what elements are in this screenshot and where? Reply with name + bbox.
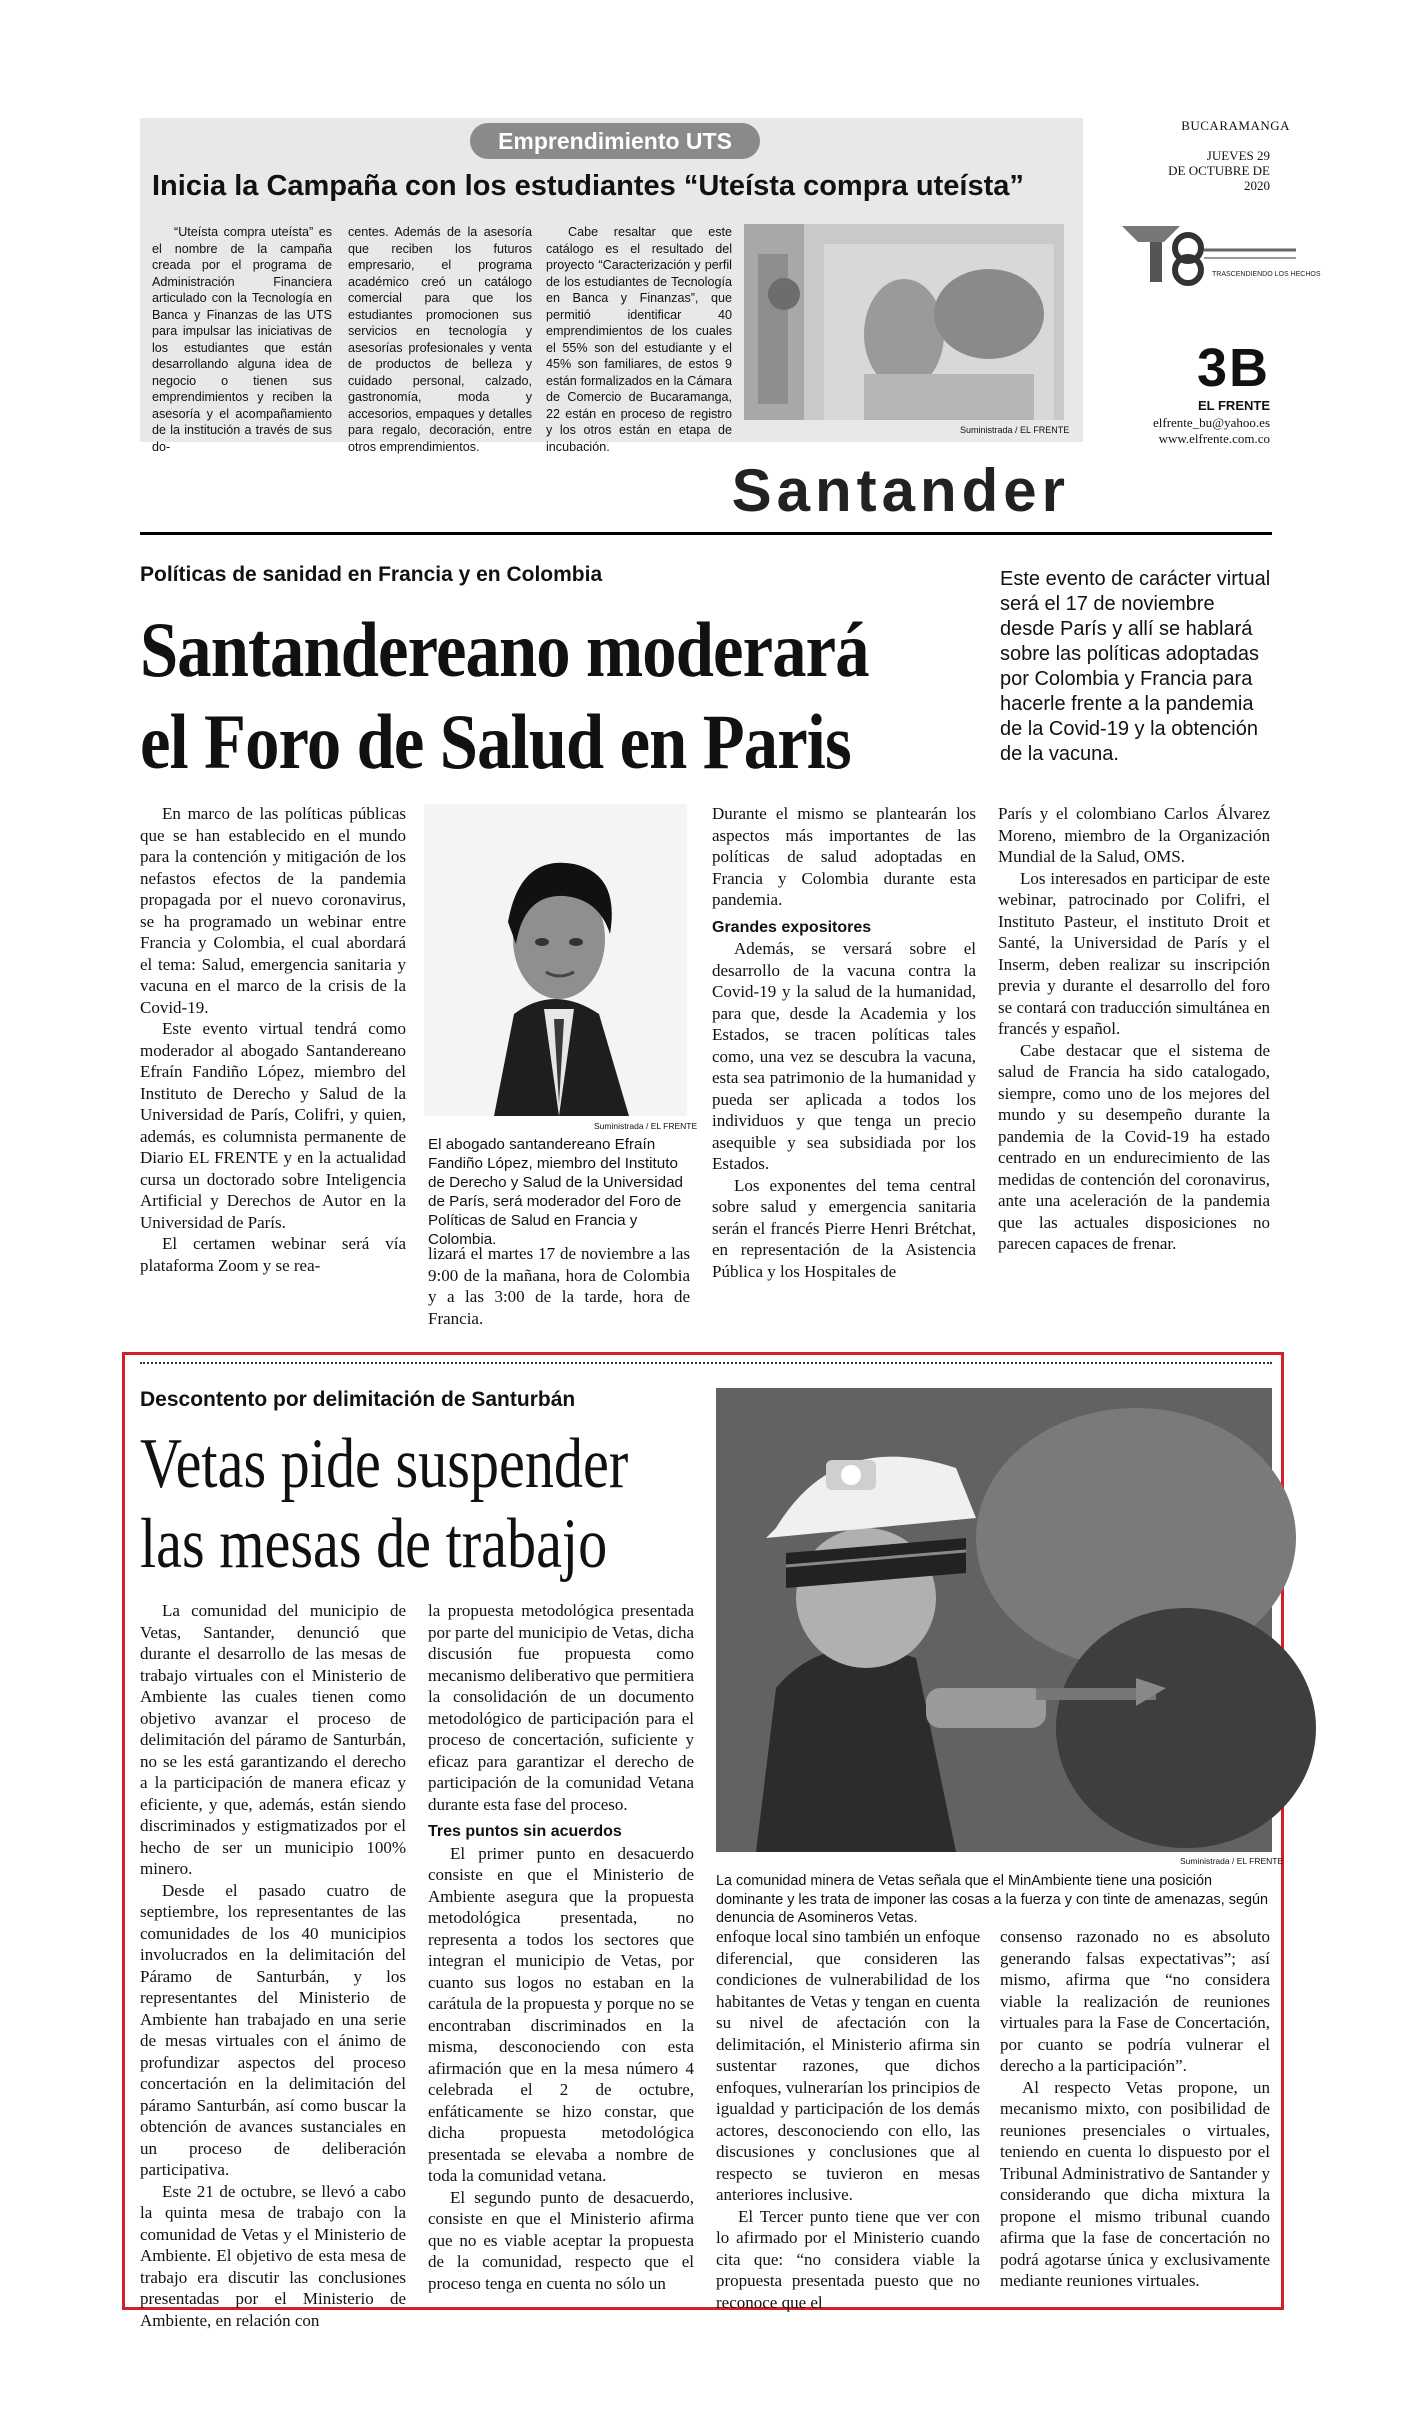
- uts-section-tag: Emprendimiento UTS: [470, 123, 760, 159]
- foro-headline: Santandereano moderará el Foro de Salud en Paris: [140, 606, 869, 785]
- contact-email[interactable]: elfrente_bu@yahoo.es: [1152, 415, 1270, 430]
- vetas-headline: Vetas pide suspender las mesas de trabajo: [140, 1425, 629, 1583]
- foro-deck: Este evento de carácter virtual será el 17 de noviembre desde París y allí se hablará sobre las políticas adoptadas por Colombia y Francia para hacerle frente a la pandemia de la Covid-19 y la obtención de la vacuna.: [1000, 568, 1271, 765]
- uts-column-1: “Uteísta compra uteísta” es el nombre de la campaña creada por el programa de Administración Financiera articulado con la Tecnología en Banca y Finanzas de las UTS para impulsar las iniciativas de los estudiantes que están desarrollando alguna idea de negocio o tienen sus emprendimientos y reciben la asesoría y el acompañamiento de la institución a través de sus do-: [152, 225, 332, 454]
- vetas-dotted-rule: [140, 1362, 1272, 1364]
- uts-exhibit-photo: [744, 224, 1064, 420]
- foro-column-2-continuation: lizará el martes 17 de noviembre a las 9:00 de la mañana, hora de Colombia y a las 3:00 de la tarde, hora de Francia.: [428, 1244, 690, 1328]
- contact-info: [1090, 415, 1270, 447]
- vetas-column-1: La comunidad del municipio de Vetas, Santander, denunció que durante el desarrollo de las mesas de trabajo virtuales con el Ministerio de Ambiente las cuales tienen como objetivo avanzar el proceso de delimitación del páramo de Santurbán, no se les está garantizando el derecho a la participación de manera eficaz y eficiente, y que, además, están siendo discriminados y estigmatizados por el hecho de ser un municipio 100% minero. Desde el pasado cuatro de septiembre, los representantes de las comunidades de los 40 municipios involucrados en la delimitación del Páramo de Santurbán, y los representantes del Ministerio de Ambiente han trabajado en una serie de mesas virtuales con el ánimo de profundizar aspectos del proceso concertación en la delimitación del páramo Santurbán, así como buscar la obtención de avances sustanciales en un proceso de deliberación participativa. Este 21 de octubre, se llevó a cabo la quinta mesa de trabajo con la comunidad de Vetas y el Ministerio de Ambiente. El objetivo de esta mesa de trabajo era discutir las conclusiones presentadas por el Ministerio de Ambiente, en relación con: [140, 1601, 406, 2330]
- anniversary-logo: [1120, 224, 1321, 288]
- foro-column-4: París y el colombiano Carlos Álvarez Moreno, miembro de la Organización Mundial de la Salud, OMS. Los interesados en participar de este webinar, patrocinado por Colifri, el Instituto Pasteur, el instituto Droit et Santé, la Universidad de París y el Inserm, deben realizar su inscripción previa y durante el desarrollo del foro se contará con traducción simultánea en francés y español. Cabe destacar que el sistema de salud de Francia ha sido catalogado, siempre, como uno de los mejores del mundo y su desempeño durante la pandemia de la Covid-19 ha estado centrado en un endurecimiento de las medidas de contención del coronavirus, ante una aceleración de la pandemia que las actuales disposiciones no parecen capaces de frenar.: [998, 804, 1270, 1253]
- contact-website[interactable]: www.elfrente.com.co: [1158, 431, 1270, 446]
- section-rule: [140, 532, 1272, 535]
- foro-kicker: Políticas de sanidad en Francia y en Colombia: [140, 563, 603, 586]
- foro-portrait-photo: [424, 804, 687, 1116]
- vetas-column-3: enfoque local sino también un enfoque diferencial, que consideren las condiciones de vulnerabilidad de los habitantes de Vetas y tengan en cuenta su nivel de afectación con la delimitación, el Ministerio afirma sin sustentar razones, que dichos enfoques, vulnerarían los principios de igualdad y participación de los demás actores, desconociendo con ello, las discusiones y conclusiones que al respecto se tuvieron en mesas anteriores inclusive. El Tercer punto tiene que ver con lo afirmado por el Ministerio cuando cita que: “no considera viable la propuesta presentada puesto que no reconoce que el: [716, 1927, 980, 2312]
- vetas-column-2: la propuesta metodológica presentada por parte del municipio de Vetas, dicha discusión fue propuesta como mecanismo deliberativo que permitiera la consolidación de un documento metodológico de participación para el proceso de concertación, suficiente y eficaz para garantizar el derecho de participación de la comunidad Vetana durante esta fase del proceso. Tres puntos sin acuerdos El primer punto en desacuerdo consiste en que el Ministerio de Ambiente asegura que la propuesta metodológica presentada, no representa a todos los sectores que integran el municipio de Vetas, por cuanto sus logos no estaban en la carátula de la propuesta y porque no se encontraban discriminados en la misma, desconociendo con esta afirmación que en la mesa número 4 celebrada el 2 de octubre, enfáticamente se hizo constar, que dicha propuesta metodológica presentada se elevaba a nombre de toda la comunidad vetana. El segundo punto de desacuerdo, consiste en que el Ministerio afirma que no es viable aceptar la propuesta de la comunidad, respecto que el proceso tenga en cuenta no sólo un: [428, 1601, 694, 2293]
- vetas-kicker: Descontento por delimitación de Santurbán: [140, 1388, 576, 1411]
- svg-text:TRASCENDIENDO LOS HECHOS: TRASCENDIENDO LOS HECHOS: [1212, 271, 1321, 278]
- edition-city: BUCARAMANGA: [1181, 118, 1290, 133]
- uts-photo-credit: Suministrada / EL FRENTE: [960, 425, 1070, 435]
- foro-photo-caption: El abogado santandereano Efraín Fandiño López, miembro del Instituto de Derecho y Salud de la Universidad de París, será moderador del Foro de Políticas de Salud en Francia y Colombia.: [428, 1136, 683, 1248]
- vetas-subhead: Tres puntos sin acuerdos: [428, 1823, 622, 1840]
- vetas-column-4: consenso razonado no es absoluto generando falsas expectativas”; así mismo, afirma que “no considera viable la realización de reuniones virtuales para la Fase de Concertación, por cuanto se podría vulnerar el derecho a la participación”. Al respecto Vetas propone, un mecanismo mixto, con posibilidad de reuniones presenciales o virtuales, teniendo en cuenta lo dispuesto por el Tribunal Administrativo de Santander y considerando que dicha mixtura la propone el mismo tribunal cuando afirma que la fase de concertación no podrá agotarse única y exclusivamente mediante reuniones virtuales.: [1000, 1927, 1270, 2290]
- vetas-photo-credit: Suministrada / EL FRENTE: [1180, 1856, 1284, 1866]
- foro-column-3: Durante el mismo se plantearán los aspectos más importantes de las políticas de salud adoptadas en Francia y Colombia durante esta pandemia. Grandes expositores Además, se versará sobre el desarrollo de la vacuna contra la Covid-19 y la salud de la humanidad, para que, desde la Academia y los Estados, se tracen políticas tales como, una vez se descubra la vacuna, esta sea patrimonio de la humanidad y pueda ser aplicada a todos los individuos y que tenga un precio asequible y sea subsidiada por los Estados. Los exponentes del tema central sobre salud y emergencia sanitaria serán el francés Pierre Henri Brétchat, en representación de la Asistencia Pública y los Hospitales de: [712, 804, 976, 1281]
- vetas-miner-photo: [716, 1388, 1272, 1852]
- foro-subhead: Grandes expositores: [712, 918, 872, 936]
- foro-photo-credit: Suministrada / EL FRENTE: [594, 1121, 698, 1131]
- foro-column-1: En marco de las políticas públicas que se han establecido en el mundo para la contención y mitigación de los nefastos efectos de la pandemia propagada por el nuevo coronavirus, se ha programado un webinar entre Francia y Colombia, el cual abordará el tema: Salud, emergencia sanitaria y vacuna en el marco de la crisis de la Covid-19. Este evento virtual tendrá como moderador al abogado Santandereano Efraín Fandiño López, miembro del Instituto de Derecho y Salud de la Universidad de París, Colifri, y quien, además, es columnista permanente de Diario EL FRENTE y en la actualidad cursa un doctorado sobre Inteligencia Artificial y Derechos de Autor en la Universidad de París. El certamen webinar será vía plataforma Zoom y se rea-: [140, 804, 406, 1275]
- uts-column-2: centes. Además de la asesoría que reciben los futuros empresario, el programa académico creó un catálogo comercial para que los estudiantes promocionen sus servicios en tecnología y asesorías profesionales y venta de productos de belleza y cuidado personal, calzado, gastronomía, moda y accesorios, empaques y detalles para regalo, decoración, entre otros emprendimientos.: [348, 225, 532, 454]
- brand-name: EL FRENTE: [1198, 398, 1270, 413]
- page-number: 3B: [1196, 338, 1270, 398]
- uts-column-3: Cabe resaltar que este catálogo es el resultado del proyecto “Caracterización y perfil de los estudiantes de Tecnología en Banca y Finanzas”, que permitió identificar 40 emprendimientos de los cuales el 55% son del estudiante y el 45% son familiares, de estos 9 están formalizados en la Cámara de Comercio de Bucaramanga, 22 están en proceso de registro y los otros están en etapa de incubación.: [546, 225, 732, 454]
- section-title: Santander: [731, 457, 1070, 524]
- vetas-photo-caption: La comunidad minera de Vetas señala que el MinAmbiente tiene una posición dominante y les trata de imponer las cosas a la fuerza y con tinte de amenazas, según denuncia de Asomineros Vetas.: [716, 1873, 1268, 1926]
- uts-headline: Inicia la Campaña con los estudiantes “Uteísta compra uteísta”: [152, 170, 1024, 202]
- edition-date: JUEVES 29 DE OCTUBRE DE 2020: [1168, 148, 1270, 193]
